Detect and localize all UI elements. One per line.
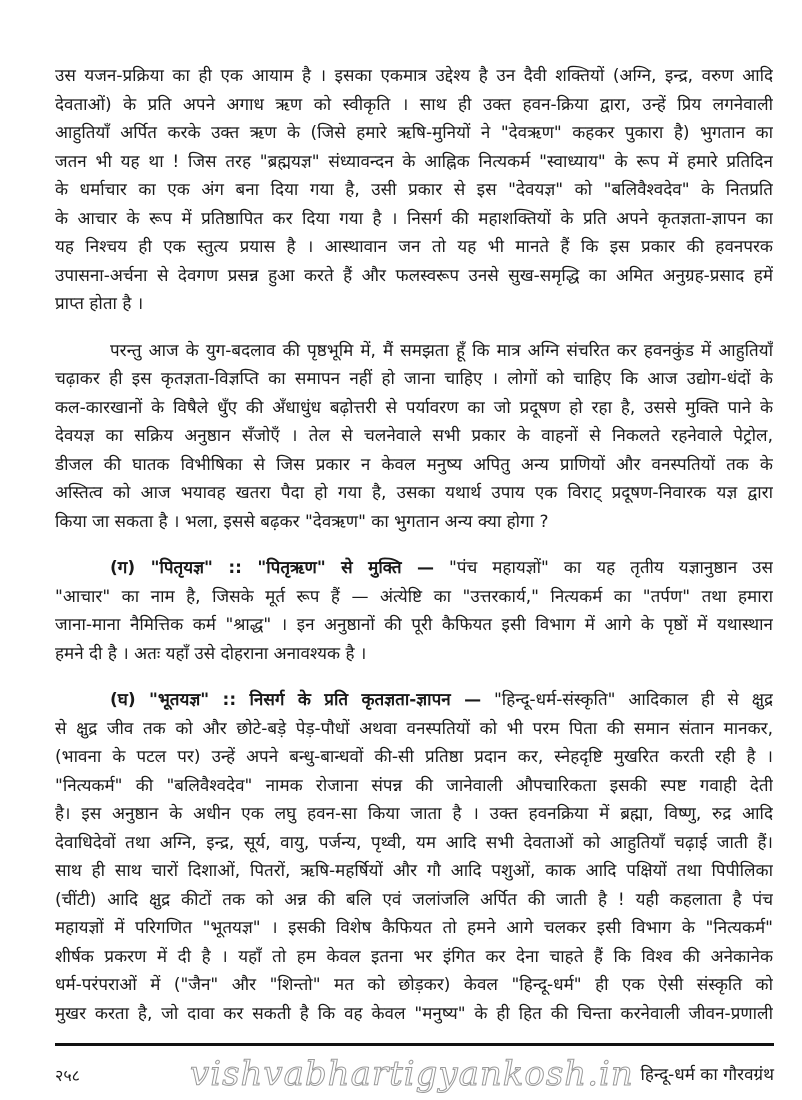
text-line: परन्तु आज के युग-बदलाव की पृष्ठभूमि में, मैं समझता हूँ कि मात्र अग्नि संचरित कर हवनकुंड में आहुतियाँ [110,340,773,361]
section-heading: (घ) "भूतयज्ञ" :: निसर्ग के प्रति कृतज्ञता-ज्ञापन — [110,690,482,710]
page-number: २५८ [55,1066,80,1085]
text-line: साथ ही साथ चारों दिशाओं, पितरों, ऋषि-महर्षियों और गौ आदि पशुओं, काक आदि पक्षियों तथा पिपीलिका [55,861,773,881]
book-title: हिन्दू-धर्म का गौरवग्रंथ [640,1065,774,1085]
text-line: देवयज्ञ का सक्रिय अनुष्ठान सँजोएँ । तेल से चलनेवाले सभी प्रकार के वाहनों से निकलते रहनेवाले पेट्रोल, [55,426,773,446]
text-line: है। इस अनुष्ठान के अधीन एक लघु हवन-सा किया जाता है । उक्त हवनक्रिया में ब्रह्मा, विष्णु, रुद्र आदि [55,804,773,824]
text-line: हमने दी है । अतः यहाँ उसे दोहराना अनावश्यक है । [55,643,367,664]
paragraph-devayajna [55,62,773,319]
text-line: उपासना-अर्चना से देवगण प्रसन्न हुआ करते हैं और फलस्वरूप उनसे सुख-समृद्धि का अमित अनुग्रह-प्रसाद हमें [55,265,773,286]
text-line: उस यजन-प्रक्रिया का ही एक आयाम है । इसका एकमात्र उद्देश्य है उन दैवी शक्तियों (अग्नि, इन्द्र, वरुण आदि [55,66,773,86]
text-line: (चींटी) आदि क्षुद्र कीटों तक को अन्न की बलि एवं जलांजलि अर्पित की जाती है ! यही कहलाता है पंच [55,889,773,910]
paragraph-pitriyajna [55,554,773,668]
text-line: जतन भी यह था ! जिस तरह "ब्रह्मयज्ञ" संध्यावन्दन के आह्निक नित्यकर्म "स्वाध्याय" के रूप में हमारे प्रतिदिन [55,151,773,172]
text-line: धर्म-परंपराओं में ("जैन" और "शिन्तो" मत को छोड़कर) केवल "हिन्दू-धर्म" ही एक ऐसी संस्कृति को [55,975,773,995]
text-line: से क्षुद्र जीव तक को और छोटे-बड़े पेड़-पौधों अथवा वनस्पतियों को भी परम पिता की समान संतान मानकर, [55,718,773,739]
text-line [55,554,773,583]
text-line: "नित्यकर्म" की "बलिवैश्वदेव" नामक रोजाना संपन्न की जानेवाली औपचारिकता इसकी स्पष्ट गवाही देती [55,775,773,796]
footer-rule [55,1043,774,1046]
text-span: "पंच महायज्ञों" का यह तृतीय यज्ञानुष्ठान उस [434,558,773,578]
text-line: मुखर करता है, जो दावा कर सकती है कि वह केवल "मनुष्य" के ही हित की चिन्ता करनेवाली जीवन-प्रणाली [55,1003,773,1024]
text-line: आहुतियाँ अर्पित करके उक्त ऋण के (जिसे हमारे ऋषि-मुनियों ने "देवऋण" कहकर पुकारा है) भुगतान का [55,123,773,143]
text-line: यह निश्चय ही एक स्तुत्य प्रयास है । आस्थावान जन तो यह भी मानते हैं कि इस प्रकार की हवनपरक [55,237,773,257]
text-line: अस्तित्व को आज भयावह खतरा पैदा हो गया है, उसका यथार्थ उपाय एक विराट् प्रदूषण-निवारक यज्ञ द्वारा [55,483,773,503]
text-line: देवाधिदेवों तथा अग्नि, इन्द्र, सूर्य, वायु, पर्जन्य, पृथ्वी, यम आदि सभी देवताओं को आहुतियाँ चढ़ाई जाती हैं। [55,832,773,853]
paragraph-pollution [55,337,773,537]
text-line: महायज्ञों में परिगणित "भूतयज्ञ" । इसकी विशेष कैफियत तो हमने आगे चलकर इसी विभाग के "नित्यकर्म" [55,918,773,938]
watermark: vishvabhartigyankosh.in [190,1054,634,1094]
text-line: जाना-माना नैमित्तिक कर्म "श्राद्ध" । इन अनुष्ठानों की पूरी कैफियत इसी विभाग में आगे के पृष्ठों में यथास्थान [55,615,773,635]
text-line: किया जा सकता है । भला, इससे बढ़कर "देवऋण" का भुगतान अन्य क्या होगा ? [55,511,549,532]
page-body [55,62,773,1046]
text-line: शीर्षक प्रकरण में दी है । यहाँ तो हम केवल इतना भर इंगित कर देना चाहते हैं कि विश्व की अनेकानेक [55,946,773,967]
page-footer [55,1054,774,1094]
text-line: चढ़ाकर ही इस कृतज्ञता-विज्ञप्ति का समापन नहीं हो जाना चाहिए । लोगों को चाहिए कि आज उद्योग-धंदों के [55,369,773,389]
text-line: के आचार के रूप में प्रतिष्ठापित कर दिया गया है । निसर्ग की महाशक्तियों के प्रति अपने कृतज्ञता-ज्ञापन का [55,208,773,229]
paragraph-bhutayajna [55,686,773,1028]
text-line: के धर्माचार का एक अंग बना दिया गया है, उसी प्रकार से इस "देवयज्ञ" को "बलिवैश्वदेव" के नितप्रति [55,180,773,200]
text-line: "आचार" का नाम है, जिसके मूर्त रूप हैं — अंत्येष्टि का "उत्तरकार्य," नित्यकर्म का "तर्पण" तथा हमारा [55,586,773,607]
text-line [55,686,773,715]
text-line: प्राप्त होता है । [55,294,144,314]
text-span: "हिन्दू-धर्म-संस्कृति" आदिकाल ही से क्षुद्र [481,690,773,710]
text-line: (भावना के पटल पर) उन्हें अपने बन्धु-बान्धवों की-सी प्रतिष्ठा प्रदान कर, स्नेहदृष्टि मुखरित करती रही है । [55,747,773,767]
section-heading: (ग) "पितृयज्ञ" :: "पितृऋण" से मुक्ति — [110,558,435,578]
text-line: डीजल की घातक विभीषिका से जिस प्रकार न केवल मनुष्य अपितु अन्य प्राणियों और वनस्पतियों तक के [55,454,773,475]
text-line: देवताओं) के प्रति अपने अगाध ऋण को स्वीकृति । साथ ही उक्त हवन-क्रिया द्वारा, उन्हें प्रिय लगनेवाली [55,94,773,115]
text-line: कल-कारखानों के विषैले धुँए की अँधाधुंध बढ़ोत्तरी से पर्यावरण का जो प्रदूषण हो रहा है, उससे मुक्ति पाने के [55,397,773,418]
